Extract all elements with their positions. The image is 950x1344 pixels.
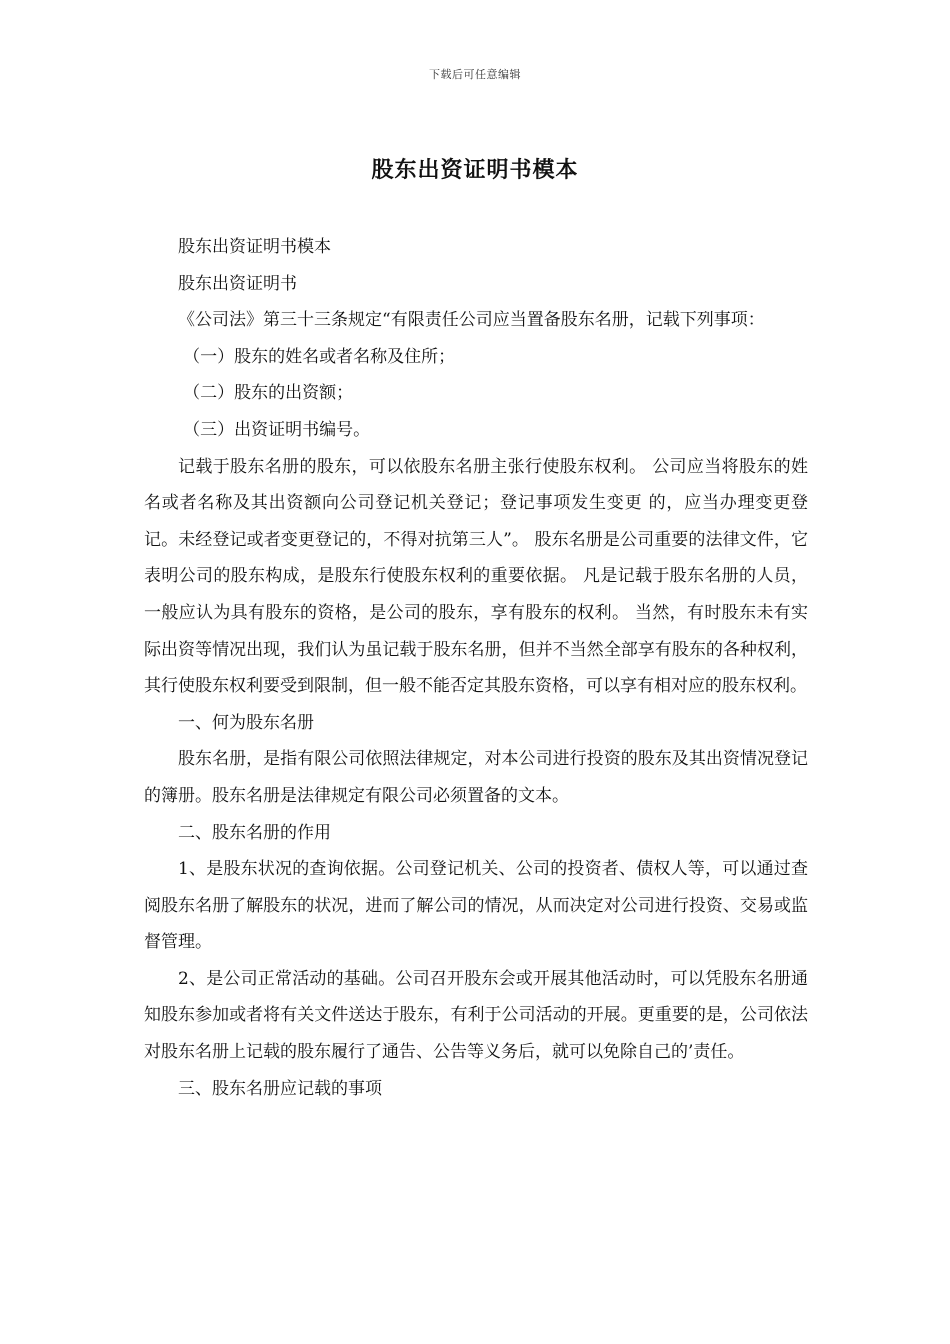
list-item-2: （二）股东的出资额； (183, 383, 354, 404)
paragraph-definition: 股东名册，是指有限公司依照法律规定，对本公司进行投资的股东及其出资情况登记的簿册。股东名册是法律规定有限公司必须置备的文本。 (144, 749, 808, 806)
paragraph-law-quote: 《公司法》第三十三条规定“有限责任公司应当置备股东名册，记载下列事项： (178, 310, 765, 331)
paragraph-heading: 股东出资证明书 (178, 273, 297, 294)
paragraph-register-explanation: 记载于股东名册的股东，可以依股东名册主张行使股东权利。 公司应当将股东的姓名或者名称及其出资额向公司登记机关登记；登记事项发生变更 的，应当办理变更登记。未经登记或者变更登记的，不得对抗第三人”。 股东名册是公司重要的法律文件，它表明公司的股东构成，是股东行使股东权利的重要依据。 凡是记载于股东名册的人员，一般应认为具有股东的资格，是公司的股东，享有股东的权利。 当然，有时股东未有实际出资等情况出现，我们认为虽记载于股东名册，但并不当然全部享有股东的各种权利，其行使股东权利要受到限制，但一般不能否定其股东资格，可以享有相对应的股东权利。 (144, 456, 808, 697)
document-title: 股东出资证明书模本 (371, 157, 579, 183)
section-heading-1: 一、何为股东名册 (178, 712, 314, 733)
section-heading-2: 二、股东名册的作用 (178, 822, 331, 843)
section-heading-3: 三、股东名册应记载的事项 (178, 1078, 382, 1099)
list-item-3: （三）出资证明书编号。 (183, 419, 371, 440)
paragraph-function-1: 1、是股东状况的查询依据。公司登记机关、公司的投资者、债权人等，可以通过查阅股东名册了解股东的状况，进而了解公司的情况，从而决定对公司进行投资、交易或监督管理。 (144, 859, 808, 953)
list-item-1: （一）股东的姓名或者名称及住所； (183, 346, 456, 367)
header-note: 下载后可任意编辑 (429, 68, 521, 81)
paragraph-function-2: 2、是公司正常活动的基础。公司召开股东会或开展其他活动时，可以凭股东名册通知股东参加或者将有关文件送达于股东，有利于公司活动的开展。更重要的是，公司依法对股东名册上记载的股东履行了通告、公告等义务后，就可以免除自己的’责任。 (144, 968, 808, 1063)
document-body (144, 229, 808, 1107)
paragraph-subtitle: 股东出资证明书模本 (178, 237, 331, 257)
